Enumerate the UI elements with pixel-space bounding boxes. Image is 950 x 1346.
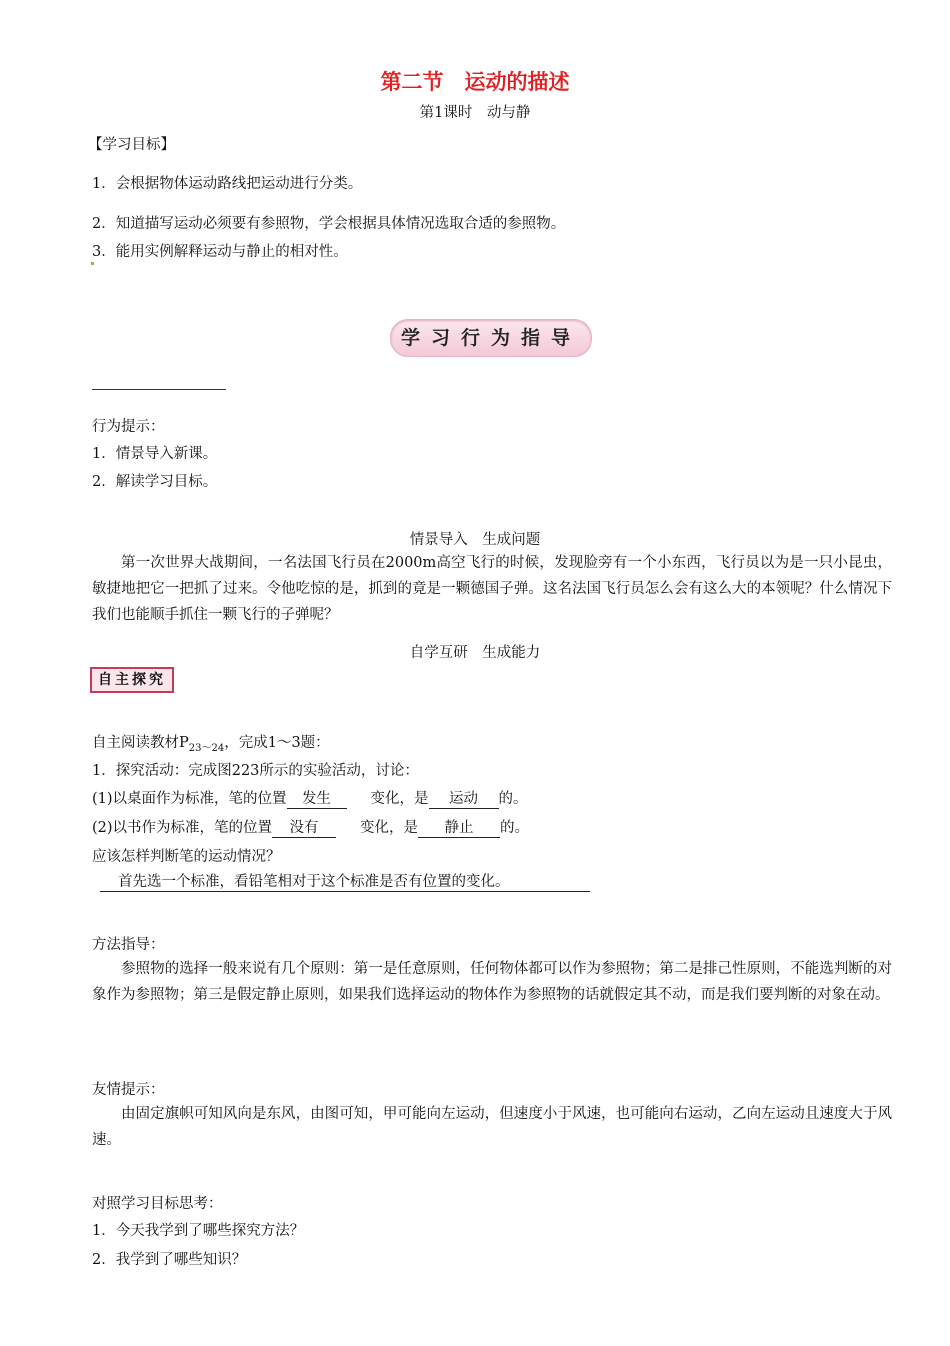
- page-title: 第二节 运动的描述: [380, 70, 570, 94]
- fill-line-1: [92, 787, 528, 809]
- answer-blank-static: 静止: [418, 819, 500, 838]
- behavior-heading: 行为提示：: [92, 419, 165, 435]
- reading-instruction: [92, 731, 330, 754]
- method-heading: 方法指导：: [92, 937, 165, 953]
- judgement-question: 应该怎样判断笔的运动情况？: [92, 849, 281, 865]
- self-explore-tag: 自主探究: [90, 667, 174, 693]
- section-banner: 学习行为指导: [390, 319, 592, 357]
- ink-speck: [91, 262, 94, 265]
- objective-item-3: 3．能用实例解释运动与静止的相对性。: [92, 244, 348, 260]
- self-study-heading: 自学互研 生成能力: [409, 645, 541, 661]
- behavior-item-1: 1．情景导入新课。: [92, 446, 218, 462]
- answer-blank-moving: 运动: [429, 790, 499, 809]
- scene-heading: 情景导入 生成问题: [409, 532, 541, 548]
- fill-line-2-suffix: 的。: [500, 820, 530, 836]
- judgement-answer: 首先选一个标准，看铅笔相对于这个标准是否有位置的变化。: [100, 873, 590, 892]
- answer-blank-occurs: 发生: [287, 790, 347, 809]
- reading-intro-suffix: ，完成1～3题：: [224, 735, 330, 751]
- fill-line-2-middle: 变化，是: [360, 820, 419, 836]
- method-paragraph: 参照物的选择一般来说有几个原则：第一是任意原则，任何物体都可以作为参照物；第二是排己性原则，不能选判断的对象作为参照物；第三是假定静止原则，如果我们选择运动的物体作为参照物的话就假定其不动，而是我们要判断的对象在动。: [92, 961, 892, 1003]
- tip-paragraph: 由固定旗帜可知风向是东风，由图可知，甲可能向左运动，但速度小于风速，也可能向右运动，乙向左运动且速度大于风速。: [92, 1106, 892, 1148]
- reading-page-range: 23～24: [188, 742, 225, 754]
- reflect-heading: 对照学习目标思考：: [92, 1196, 223, 1212]
- objective-item-1: 1．会根据物体运动路线把运动进行分类。: [92, 176, 363, 192]
- reflect-item-1: 1．今天我学到了哪些探究方法？: [92, 1223, 305, 1239]
- tip-heading: 友情提示：: [92, 1082, 165, 1098]
- divider-rule: [92, 389, 226, 390]
- fill-line-1-middle: 变化，是: [370, 791, 429, 807]
- fill-line-2: [92, 816, 529, 838]
- reflect-item-2: 2．我学到了哪些知识？: [92, 1252, 247, 1268]
- question-1: 1．探究活动：完成图223所示的实验活动，讨论：: [92, 763, 419, 779]
- fill-line-2-prefix: (2)以书作为标准，笔的位置: [92, 820, 273, 836]
- behavior-item-2: 2．解读学习目标。: [92, 474, 218, 490]
- answer-blank-none: 没有: [272, 819, 336, 838]
- reading-intro-prefix: 自主阅读教材P: [92, 735, 189, 751]
- fill-line-1-suffix: 的。: [498, 791, 528, 807]
- fill-line-1-prefix: (1)以桌面作为标准，笔的位置: [92, 791, 287, 807]
- objective-item-2: 2．知道描写运动必须要有参照物，学会根据具体情况选取合适的参照物。: [92, 216, 566, 232]
- scene-paragraph: 第一次世界大战期间，一名法国飞行员在2000m高空飞行的时候，发现脸旁有一个小东西，飞行员以为是一只小昆虫，敏捷地把它一把抓了过来。令他吃惊的是，抓到的竟是一颗德国子弹。这名法国飞行员怎么会有这么大的本领呢？什么情况下我们也能顺手抓住一颗飞行的子弹呢？: [92, 555, 892, 623]
- lesson-subtitle: 第1课时 动与静: [419, 105, 531, 121]
- objectives-heading: 【学习目标】: [88, 137, 175, 153]
